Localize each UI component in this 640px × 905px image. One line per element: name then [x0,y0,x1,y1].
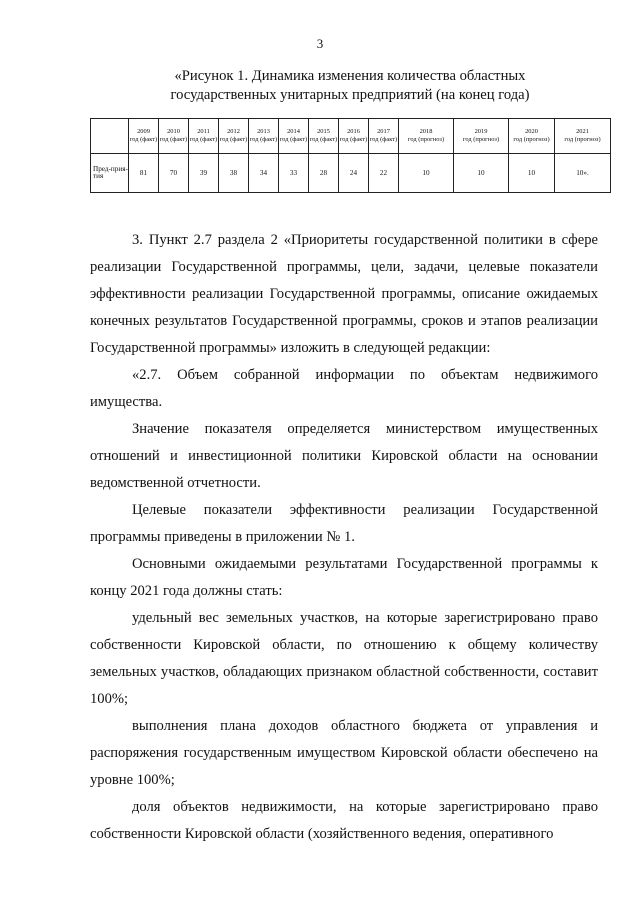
figure-caption-line-1: «Рисунок 1. Динамика изменения количества областных [174,68,526,84]
year-header-cell: 2020 год (прогноз) [509,119,555,154]
paragraph-income-plan: выполнения плана доходов областного бюджета от управления и распоряжения государственным имуществом Кировской области обеспечено на уровне 100%; [90,718,598,788]
year-header-cell: 2012 год (факт) [219,119,249,154]
table-value-row [91,154,611,193]
value-cell: 70 [159,154,189,193]
value-cell: 28 [309,154,339,193]
paragraph-target-indicators: Целевые показатели эффективности реализации Государственной программы приведены в приложении № 1. [90,502,598,545]
value-cell: 33 [279,154,309,193]
value-cell: 10». [555,154,611,193]
year-header-cell: 2013 год (факт) [249,119,279,154]
paragraph-2-7: «2.7. Объем собранной информации по объектам недвижимого имущества. [90,367,598,410]
table-header-row [91,119,611,154]
table-corner-cell [91,119,129,154]
year-header-cell: 2009 год (факт) [129,119,159,154]
paragraph-land-plots-share: удельный вес земельных участков, на которые зарегистрировано право собственности Кировской области, по отношению к общему количеству земельных участков, обладающих признаком областной собственности, составит 100%; [90,610,598,707]
value-cell: 22 [369,154,399,193]
value-cell: 81 [129,154,159,193]
value-cell: 34 [249,154,279,193]
value-cell: 39 [189,154,219,193]
year-header-cell: 2015 год (факт) [309,119,339,154]
value-cell: 10 [454,154,509,193]
paragraph-item-3: 3. Пункт 2.7 раздела 2 «Приоритеты государственной политики в сфере реализации Государственной программы, цели, задачи, целевые показатели эффективности реализации Государственной программы, описание ожидаемых конечных результатов Государственной программы, сроков и этапов реализации Государственной программы» изложить в следующей редакции: [90,232,598,356]
year-header-cell: 2014 год (факт) [279,119,309,154]
year-header-cell: 2018 год (прогноз) [399,119,454,154]
value-cell: 10 [509,154,555,193]
row-label-cell: Пред-прия-тия [91,154,129,193]
paragraph-indicator-value: Значение показателя определяется министерством имущественных отношений и инвестиционной политики Кировской области на основании ведомственной отчетности. [90,421,598,491]
year-header-cell: 2010 год (факт) [159,119,189,154]
page-number: 3 [316,36,324,51]
paragraph-expected-results: Основными ожидаемыми результатами Государственной программы к концу 2021 года должны стать: [90,556,598,599]
year-header-cell: 2019 год (прогноз) [454,119,509,154]
year-header-cell: 2017 год (факт) [369,119,399,154]
value-cell: 24 [339,154,369,193]
value-cell: 10 [399,154,454,193]
enterprises-table [90,118,611,193]
value-cell: 38 [219,154,249,193]
year-header-cell: 2016 год (факт) [339,119,369,154]
year-header-cell: 2011 год (факт) [189,119,219,154]
figure-caption-line-2: государственных унитарных предприятий (на конец года) [170,87,530,103]
paragraph-real-estate-share: доля объектов недвижимости, на которые зарегистрировано право собственности Кировской области (хозяйственного ведения, оперативного [90,799,598,842]
document-body [90,227,598,848]
year-header-cell: 2021 год (прогноз) [555,119,611,154]
figure-caption [70,67,630,105]
